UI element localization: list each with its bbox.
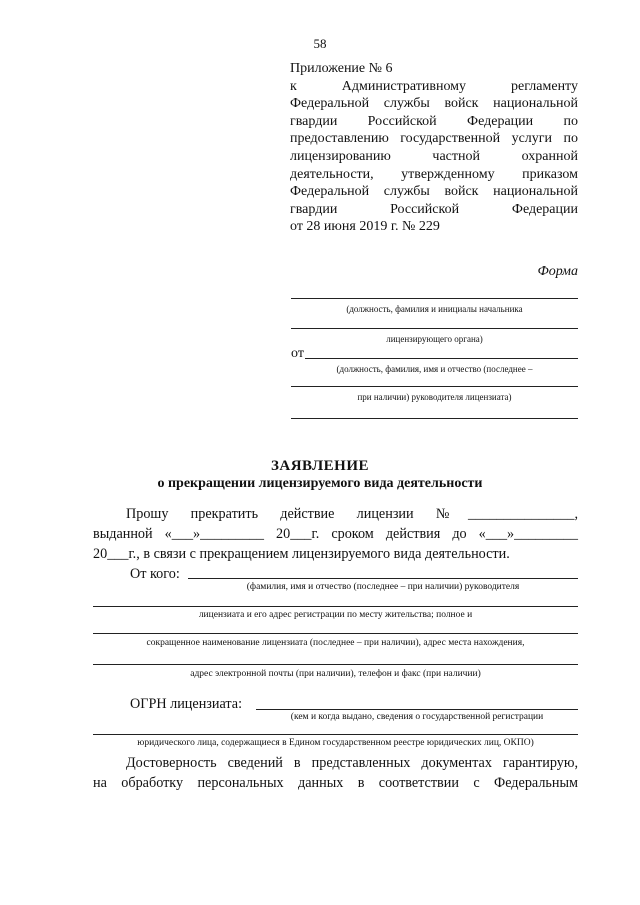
appendix-line: предоставлению государственной услуги по bbox=[290, 131, 578, 147]
document-title: ЗАЯВЛЕНИЕ bbox=[270, 458, 370, 474]
consent-line: на обработку персональных данных в соответствии с Федеральным bbox=[93, 775, 578, 791]
ogrn-caption: (кем и когда выдано, сведения о государственной регистрации bbox=[290, 712, 544, 722]
applicant-field-line[interactable] bbox=[188, 578, 578, 579]
from-field-line[interactable] bbox=[305, 358, 578, 359]
ogrn-caption: юридического лица, содержащиеся в Едином государственном реестре юридических лиц, ОКПО) bbox=[137, 738, 534, 748]
from-label: от bbox=[291, 346, 304, 361]
form-label: Форма bbox=[537, 264, 578, 279]
from-field-line[interactable] bbox=[291, 418, 578, 419]
applicant-caption: сокращенное наименование лицензиата (последнее – при наличии), адрес места нахождения, bbox=[146, 638, 525, 648]
appendix-line: Федеральной службы войск национальной bbox=[290, 96, 578, 112]
request-line: 20___г., в связи с прекращением лицензируемого вида деятельности. bbox=[93, 546, 510, 562]
from-caption: при наличии) руководителя лицензиата) bbox=[357, 392, 512, 402]
addressee-caption: (должность, фамилия и инициалы начальника bbox=[346, 304, 523, 314]
appendix-line: деятельности, утвержденному приказом bbox=[290, 166, 578, 182]
applicant-caption: (фамилия, имя и отчество (последнее – при наличии) руководителя bbox=[246, 582, 520, 592]
page-number: 58 bbox=[313, 36, 327, 51]
appendix-block bbox=[290, 60, 578, 236]
consent-line: Достоверность сведений в представленных документах гарантирую, bbox=[126, 755, 578, 771]
applicant-field-line[interactable] bbox=[93, 633, 578, 634]
applicant-field-line[interactable] bbox=[93, 664, 578, 665]
request-line: Прошу прекратить действие лицензии №_______________, bbox=[126, 506, 578, 522]
applicant-caption: адрес электронной почты (при наличии), телефон и факс (при наличии) bbox=[190, 669, 481, 679]
addressee-field-line[interactable] bbox=[291, 298, 578, 299]
appendix-line: лицензированию частной охранной bbox=[290, 148, 578, 164]
from-field-line[interactable] bbox=[291, 386, 578, 387]
ogrn-label: ОГРН лицензиата: bbox=[130, 696, 243, 712]
document-subtitle: о прекращении лицензируемого вида деятельности bbox=[157, 476, 483, 491]
appendix-line: гвардии Российской Федерации по bbox=[290, 113, 578, 129]
ogrn-field-line[interactable] bbox=[93, 734, 578, 735]
request-line: выданной «___»_________ 20___г. сроком действия до «___»_________ bbox=[93, 526, 578, 542]
ogrn-field-line[interactable] bbox=[256, 709, 578, 710]
addressee-caption: лицензирующего органа) bbox=[386, 334, 483, 344]
appendix-line: к Административному регламенту bbox=[290, 78, 578, 94]
applicant-caption: лицензиата и его адрес регистрации по месту жительства; полное и bbox=[198, 610, 473, 620]
from-caption: (должность, фамилия, имя и отчество (последнее – bbox=[336, 364, 533, 374]
applicant-field-line[interactable] bbox=[93, 606, 578, 607]
appendix-line: Федеральной службы войск национальной bbox=[290, 184, 578, 200]
appendix-line: Приложение № 6 bbox=[290, 61, 393, 76]
from-whom-label: От кого: bbox=[130, 566, 180, 582]
appendix-line: гвардии Российской Федерации bbox=[290, 201, 578, 217]
appendix-line: от 28 июня 2019 г. № 229 bbox=[290, 219, 440, 235]
addressee-field-line[interactable] bbox=[291, 328, 578, 329]
